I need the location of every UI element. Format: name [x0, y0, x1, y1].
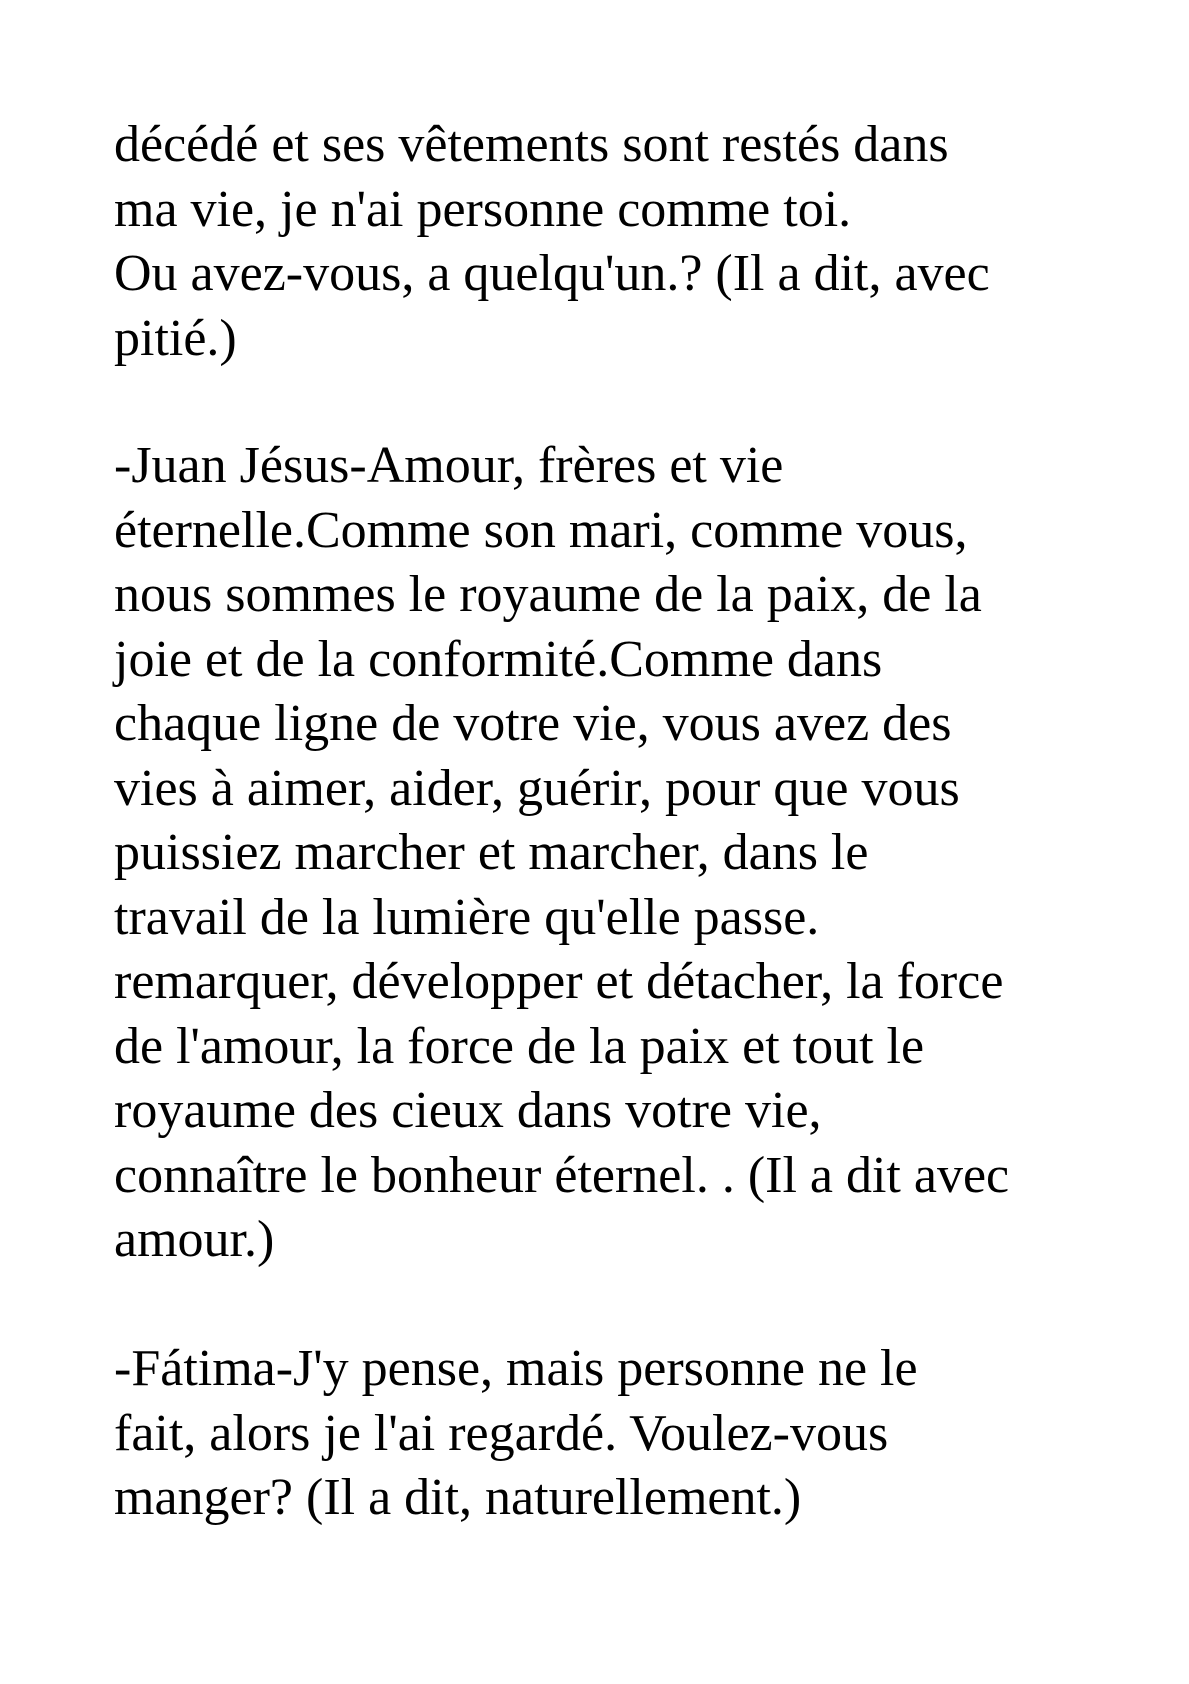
paragraph-fatima-dialogue [114, 1337, 1114, 1531]
text-line: pitié.) [114, 309, 237, 367]
text-line: fait, alors je l'ai regardé. Voulez-vous [114, 1404, 889, 1462]
text-line: éternelle.Comme son mari, comme vous, [114, 501, 968, 559]
text-line: Ou avez-vous, a quelqu'un.? (Il a dit, avec [114, 245, 990, 302]
paragraph-juan-dialogue [114, 434, 1114, 1273]
text-line: -Juan Jésus-Amour, frères et vie [114, 437, 784, 494]
text-line: de l'amour, la force de la paix et tout le [114, 1017, 925, 1075]
text-line: nous sommes le royaume de la paix, de la [114, 566, 982, 623]
paragraph-narration [114, 113, 1114, 371]
text-line: remarquer, développer et détacher, la force [114, 953, 1004, 1010]
text-line: manger? (Il a dit, naturellement.) [114, 1469, 802, 1526]
text-line: puissiez marcher et marcher, dans le [114, 824, 869, 881]
text-line: travail de la lumière qu'elle passe. [114, 888, 820, 946]
text-line: connaître le bonheur éternel. . (Il a dit avec [114, 1146, 1010, 1204]
text-line: joie et de la conformité.Comme dans [114, 630, 883, 688]
text-line: décédé et ses vêtements sont restés dans [114, 116, 949, 173]
text-line: ma vie, je n'ai personne comme toi. [114, 180, 852, 238]
text-line: chaque ligne de votre vie, vous avez des [114, 695, 952, 752]
text-line: amour.) [114, 1211, 275, 1268]
text-line: royaume des cieux dans votre vie, [114, 1082, 822, 1139]
text-line: vies à aimer, aider, guérir, pour que vous [114, 759, 960, 817]
text-line: -Fátima-J'y pense, mais personne ne le [114, 1340, 918, 1397]
